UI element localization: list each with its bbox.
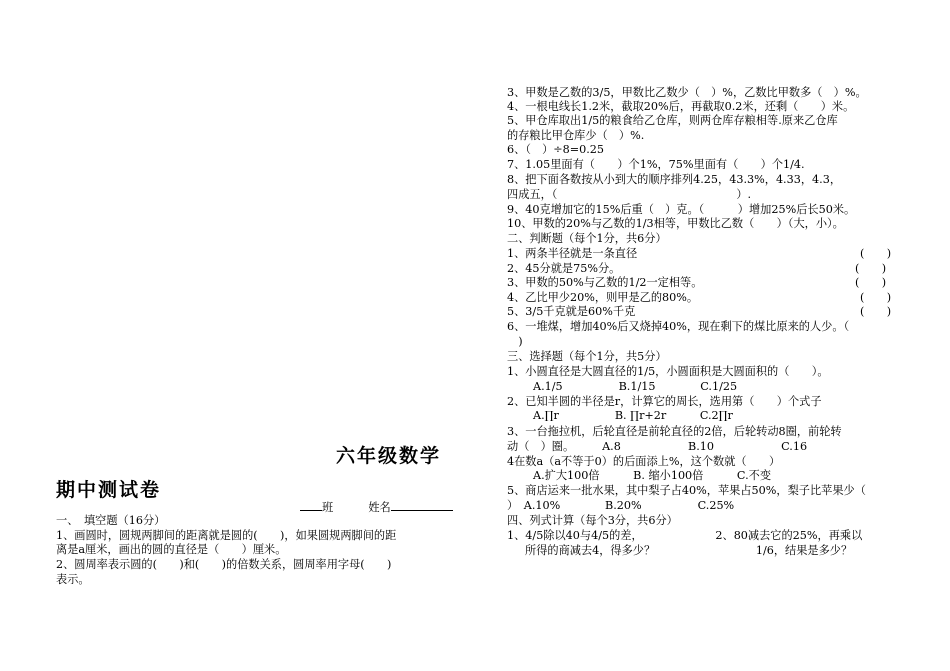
judge-q5-answer: ( ) [860, 305, 892, 318]
title-midterm-exam: 期中测试卷 [56, 479, 162, 501]
choice-q5-line2: ） A.10% B.20% C.25% [507, 499, 735, 512]
student-info [300, 499, 453, 515]
fill-q8-line1: 8、把下面各数按从小到大的顺序排列4.25，43.3%，4.33，4.3， [507, 173, 842, 186]
title-grade-math: 六年级数学 [336, 445, 442, 467]
fill-q3: 3、甲数是乙数的3/5，甲数比乙数少（ ）%，乙数比甲数多（ ）%。 [507, 86, 867, 99]
name-blank[interactable] [391, 499, 453, 511]
fill-q5-line2: 的存粮比甲仓库少（ ）%. [507, 129, 645, 142]
name-label: 姓名 [368, 501, 391, 514]
fill-q2-line1: 2、圆周率表示圆的( )和( )的倍数关系，圆周率用字母( ) [56, 558, 392, 571]
section-fill-heading: 一、 填空题（16分） [56, 514, 166, 527]
judge-q6-line1: 6、一堆煤，增加40%后又烧掉40%，现在剩下的煤比原来的人少。（ [507, 320, 850, 333]
calc-q1-q2-line2: 所得的商减去4，得多少？ 1/6，结果是多少？ [525, 544, 853, 557]
judge-q4-answer: ( ) [860, 291, 892, 304]
fill-q6: 6、（ ）÷8=0.25 [507, 143, 605, 156]
fill-q1-line2: 离是a厘米，画出的圆的直径是（ ）厘米。 [56, 543, 287, 556]
calc-q1-q2-line1: 1、4/5除以40与4/5的差， 2、80减去它的25%，再乘以 [507, 529, 863, 542]
section-judge-heading: 二、判断题（每个1分，共6分） [507, 232, 667, 245]
fill-q2-line2: 表示。 [56, 573, 90, 586]
fill-q7: 7、1.05里面有（ ）个1%，75%里面有（ ）个1/4. [507, 158, 805, 171]
choice-q1-options: A.1/5 B.1/15 C.1/25 [533, 380, 738, 393]
section-choice-heading: 三、选择题（每个1分，共5分） [507, 350, 667, 363]
judge-q4: 4、乙比甲少20%，则甲是乙的80%。 [507, 291, 699, 304]
fill-q5-line1: 5、甲仓库取出1/5的粮食给乙仓库，则两仓库存粮相等.原来乙仓库 [507, 114, 838, 127]
class-label: 班 [322, 501, 334, 514]
judge-q2: 2、45分就是75%分。 [507, 262, 621, 275]
choice-q2: 2、已知半圆的半径是r，计算它的周长，选用第（ ）个式子 [507, 395, 822, 408]
fill-q1-line1: 1、画圆时，圆规两脚间的距离就是圆的( )，如果圆规两脚间的距 [56, 529, 397, 542]
judge-q3-answer: ( ) [855, 276, 887, 289]
choice-q5-line1: 5、商店运来一批水果，其中梨子占40%，苹果占50%，梨子比苹果少（ [507, 484, 866, 497]
choice-q4-options: A.扩大100倍 B. 缩小100倍 C.不变 [533, 469, 772, 482]
judge-q1: 1、两条半径就是一条直径 [507, 247, 638, 260]
judge-q5: 5、3/5千克就是60%千克 [507, 305, 636, 318]
choice-q3-line1: 3、一台拖拉机，后轮直径是前轮直径的2倍，后轮转动8圈，前轮转 [507, 425, 842, 438]
class-blank[interactable] [300, 499, 322, 511]
choice-q2-options: A.∏r B. ∏r+2r C.2∏r [533, 409, 733, 422]
fill-q9: 9、40克增加它的15%后重（ ）克。（ ）增加25%后长50米。 [507, 203, 856, 216]
choice-q3-line2: 动（ ）圈。 A.8 B.10 C.16 [507, 440, 808, 453]
choice-q4: 4在数a（a不等于0）的后面添上%，这个数就（ ） [507, 455, 781, 468]
judge-q3: 3、甲数的50%与乙数的1/2一定相等。 [507, 276, 703, 289]
choice-q1: 1、小圆直径是大圆直径的1/5，小圆面积是大圆面积的（ ）。 [507, 365, 829, 378]
fill-q10: 10、甲数的20%与乙数的1/3相等，甲数比乙数（ ）（大，小）。 [507, 217, 844, 230]
judge-q2-answer: ( ) [855, 262, 887, 275]
section-calc-heading: 四、列式计算（每个3分，共6分） [507, 514, 678, 527]
judge-q1-answer: ( ) [860, 247, 892, 260]
fill-q4: 4、一根电线长1.2米，截取20%后，再截取0.2米，还剩（ ）米。 [507, 100, 855, 113]
judge-q6-line2: ) [507, 335, 523, 348]
fill-q8-line2: 四成五，（ ）. [507, 188, 752, 201]
